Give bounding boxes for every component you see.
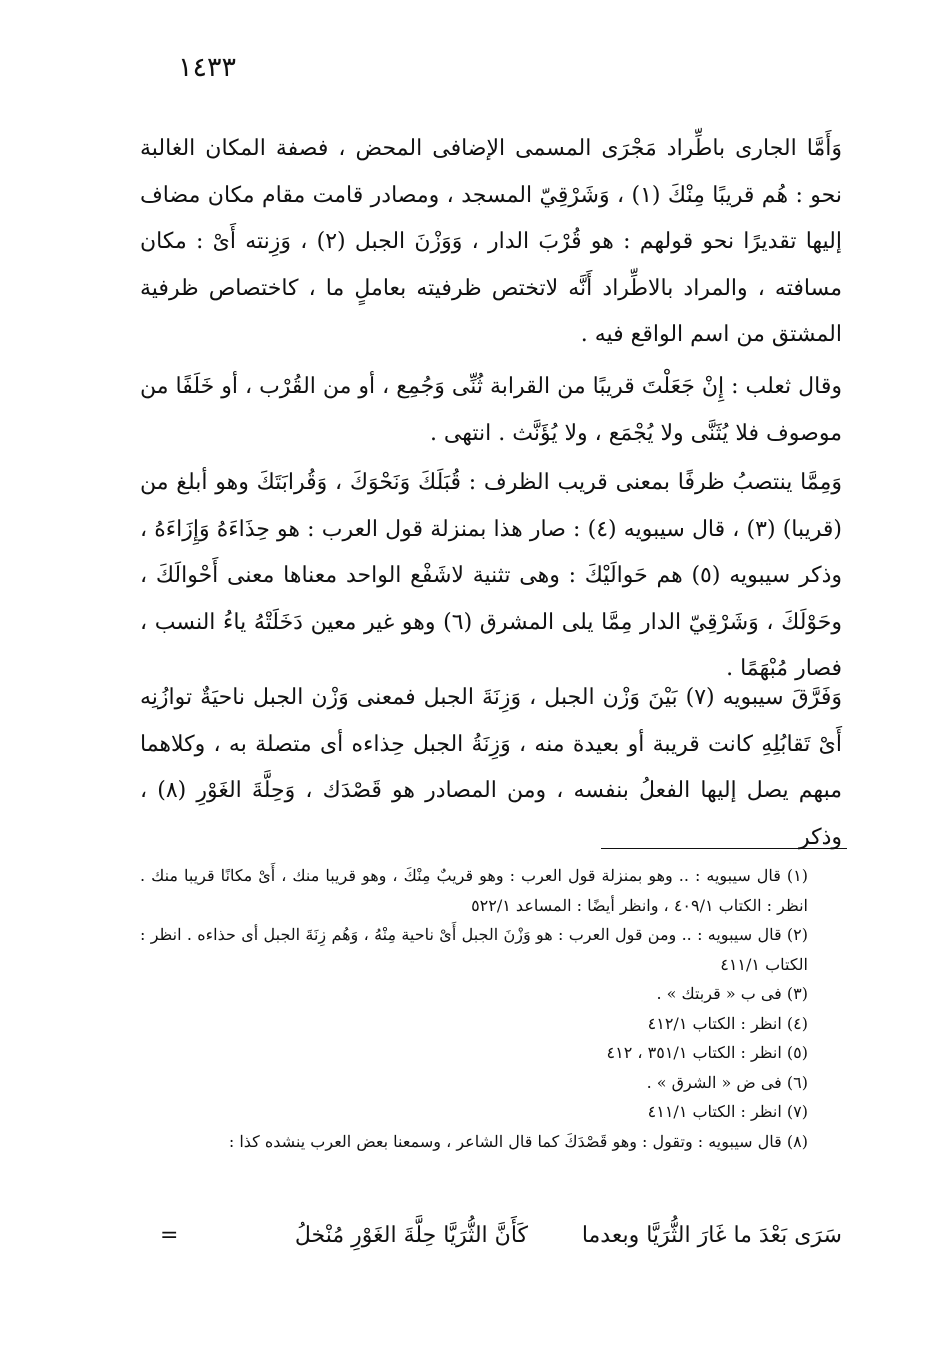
main-paragraph-4 bbox=[140, 675, 842, 861]
footnote-7: (٧) انظر : الكتاب ٤١١/١ bbox=[647, 1102, 808, 1121]
paragraph-text: وقال ثعلب : إِنْ جَعَلْتَ قريبًا من القرابة ثُنِّى وَجُمِع ، أو من القُرْب ، أو خَلَفًا من موصوف فلا يُثَنَّى ولا يُجْمَع ، ولا يُؤَنَّث . انتهى . bbox=[140, 374, 842, 446]
page-number: ١٤٣٣ bbox=[178, 52, 237, 83]
paragraph-text: وَأَمَّا الجارى باطِّراد مَجْرَى المسمى الإضافى المحض ، فصفة المكان الغالبة نحو : هُم قريبًا مِنْكَ (١) ، وَشَرْقِيّ المسجد ، ومصادر قامت مقام مكان مضاف إليها تقديرًا نحو قولهم : هو قُرْبَ الدار ، وَوَزْنَ الجبل (٢) ، وَزِنته أَىْ : مكان مسافته ، والمراد بالاطِّراد أَنَّه لاتختص ظرفيته بعاملٍ ما ، كاختصاص ظرفية المشتق من اسم الواقع فيه . bbox=[140, 136, 842, 347]
footnotes-section bbox=[140, 861, 842, 1156]
footnote-6: (٦) فى ض « الشرق » . bbox=[646, 1072, 808, 1092]
footnote-8: (٨) قال سيبويه : وتقول : وهو قَصْدَكَ كما قال الشاعر ، وسمعنا بعض العرب ينشده كذا : bbox=[228, 1131, 808, 1151]
footnote-3: (٣) فى ب « قربتك » . bbox=[656, 984, 808, 1003]
continuation-mark: = bbox=[160, 1223, 179, 1248]
verse-first-hemistich: سَرَى بَعْدَ ما غَارَ الثُّرَيَّا وبعدما bbox=[581, 1223, 842, 1248]
footnote-1: (١) قال سيبويه : .. وهو بمنزلة قول العرب : وهو قريبٌ مِنْكَ ، وهو قريبا منك ، أَىْ مكانًا قريبا منك . انظر : الكتاب ٤٠٩/١ ، وانظر أيضًا : المساعد ٥٢٢/١ bbox=[140, 866, 808, 915]
footnote-4: (٤) انظر : الكتاب ٤١٢/١ bbox=[647, 1013, 808, 1033]
paragraph-text: وَفَرَّقَ سيبويه (٧) بَيْنَ وَزْن الجبل ، وَزِنَةَ الجبل فمعنى وَزْن الجبل ناحيَةٌ توازُنِه أَىْ تَقابُلِهِ كانت قريبة أو بعيدة منه ، وَزِنَةُ الجبل حِذاءه أى متصلة به ، وكلاهما مبهم يصل إليها الفعلُ بنفسه ، ومن المصادر هو قَصْدَك ، وَحِلَّةَ الغَوْرِ (٨) ، وذكر bbox=[140, 685, 842, 850]
paragraph-text: وَمِمَّا ينتصبُ ظرفًا بمعنى قريب الظرف : قُبَلَكَ وَنَحْوَكَ ، وَقُرابَتَكَ وهو أبلغ من (قريبا) (٣) ، قال سيبويه (٤) : صار هذا بمنزلة قول العرب : هو حِذَاءَهُ وَإِزَاءَهُ ، وذكر سيبويه (٥) هم حَوالَيْكَ : وهى تثنية لاشَفْع الواحد معناها معنى أَحْوالَكَ ، وحَوْلَكَ ، وَشَرْقِيّ الدار مِمَّا يلى المشرق (٦) وهو غير معين دَخَلَتْهُ ياءُ النسب ، فصار مُبْهَمًا . bbox=[140, 470, 842, 681]
verse-second-hemistich: كَأَنَّ الثُّرَيَّا حِلَّةَ الغَوْرِ مُنْخلُ bbox=[294, 1223, 528, 1248]
footnote-5: (٥) انظر : الكتاب ٣٥١/١ ، ٤١٢ bbox=[606, 1043, 808, 1062]
poetry-verse bbox=[160, 1217, 842, 1265]
footnote-2: (٢) قال سيبويه : .. ومن قول العرب : هو وَزْنَ الجبل أَىْ ناحية مِنْهُ ، وَهُم زِنَةَ الجبل أى حذاءه . انظر : الكتاب ٤١١/١ bbox=[140, 925, 808, 974]
footnote-divider bbox=[601, 848, 847, 849]
main-paragraph-3 bbox=[140, 460, 842, 693]
main-paragraph-1 bbox=[140, 126, 842, 359]
main-paragraph-2 bbox=[140, 364, 842, 457]
